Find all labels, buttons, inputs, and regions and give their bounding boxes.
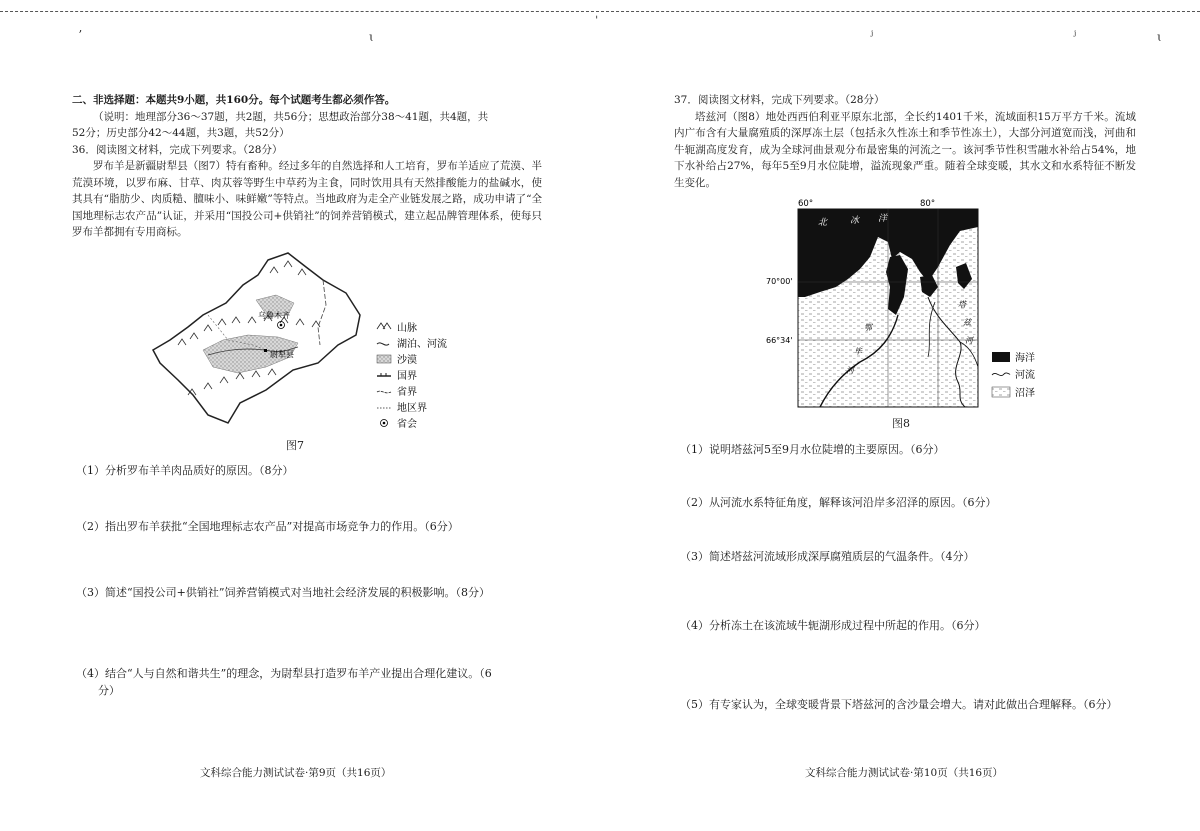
legend-label: 河流	[1015, 370, 1035, 381]
scan-mark: ʼ	[78, 28, 82, 42]
question-37-3: （3）简述塔兹河流域形成深厚腐殖质层的气温条件。（4分）	[680, 550, 975, 563]
scan-mark: ʲ	[870, 28, 874, 42]
legend-label: 山脉	[397, 323, 417, 334]
scan-mark: ˈ	[595, 14, 599, 28]
legend-national-border-icon	[377, 373, 391, 376]
legend-label: 沙漠	[397, 355, 417, 366]
scan-mark: ɩ	[1157, 30, 1162, 44]
question-37-title: 37．阅读图文材料，完成下列要求。（28分）	[674, 94, 885, 106]
legend-label: 地区界	[397, 403, 427, 414]
lon-label: 80°	[920, 199, 936, 209]
legend-label: 湖泊、河流	[397, 339, 447, 350]
river-label: 兹	[963, 318, 971, 327]
question-36-2: （2）指出罗布羊获批“全国地理标志农产品”对提高市场竞争力的作用。（6分）	[76, 520, 459, 533]
question-37-5: （5）有专家认为，全球变暖背景下塔兹河的含沙量会增大。请对此做出合理解释。（6分）	[680, 698, 1118, 711]
legend-label: 海洋	[1015, 353, 1035, 364]
river-label: 河	[846, 366, 854, 375]
river-label: 河	[965, 336, 973, 345]
question-36-4: （4）结合“人与自然和谐共生”的理念，为尉犁县打造罗布羊产业提出合理化建议。（6	[76, 667, 492, 680]
legend-river-icon	[377, 343, 389, 345]
figure-7-caption: 图7	[286, 439, 304, 452]
ocean-label: 冰	[850, 216, 860, 226]
taz-river-map	[760, 197, 985, 412]
question-37-2: （2）从河流水系特征角度，解释该河沿岸多沼泽的原因。（6分）	[680, 496, 997, 509]
legend-label: 沼泽	[1015, 388, 1035, 399]
lat-label: 66°34'	[766, 336, 793, 345]
lon-label: 60°	[798, 199, 814, 209]
legend-label: 省界	[397, 387, 417, 398]
question-36-material: 罗布羊是新疆尉犁县（图7）特有畜种。经过多年的自然选择和人工培育，罗布羊适应了荒漠、半荒漠环境，以罗布麻、甘草、肉苁蓉等野生中草药为主食，同时饮用具有天然排酸能力的盐碱水，使其具有“脂肪少、肉质糙、膻味小、味鲜嫩”等特点。当地政府为走全产业链发展之路，成功申请了“全国地理标志农产品”认证，并采用“国投公司+供销社”的饲养营销模式，建立起品牌管理体系，使每只罗布羊都拥有专用商标。	[72, 160, 542, 238]
figure-8-caption: 图8	[892, 417, 910, 430]
right-page	[674, 92, 1136, 191]
question-36-1: （1）分析罗布羊羊肉品质好的原因。（8分）	[76, 464, 294, 477]
map-legend	[375, 320, 455, 430]
river-label: 鄂	[864, 323, 872, 332]
question-37-material: 塔兹河（图8）地处西西伯利亚平原东北部，全长约1401千米，流域面积15万平方千米。流域内广布含有大量腐殖质的深厚冻土层（包括永久性冻土和季节性冻土），大部分河道宽而浅，河曲和牛轭湖高度发育，成为全球河曲景观分布最密集的河流之一。该河季节性积雪融水补给占54%，地下水补给占27%，每年5至9月水位陡增，溢流现象严重。随着全球变暖，其水文和水系特征不断发生变化。	[674, 110, 1136, 189]
river-label: 毕	[854, 347, 862, 356]
legend-desert-icon	[377, 355, 391, 363]
legend-ocean-icon	[992, 352, 1010, 362]
page-footer-left: 文科综合能力测试试卷·第9页（共16页）	[200, 767, 392, 779]
question-37-1: （1）说明塔兹河5至9月水位陡增的主要原因。（6分）	[680, 443, 945, 456]
legend-marsh-icon	[992, 387, 1010, 397]
river-label: 塔	[958, 300, 966, 309]
legend-mountain-icon	[377, 323, 391, 329]
scan-top-border	[0, 11, 1200, 12]
legend-label: 国界	[397, 371, 417, 382]
question-37-4: （4）分析冻土在该流域牛轭湖形成过程中所起的作用。（6分）	[680, 619, 986, 632]
ocean-label: 北	[818, 218, 828, 228]
scan-mark: ʲ	[1073, 28, 1077, 42]
map-legend-fig8	[990, 350, 1050, 405]
question-36-4-cont: 分）	[98, 684, 120, 697]
legend-label: 省会	[397, 419, 417, 430]
map-label-county: 尉犁县	[270, 350, 294, 359]
note-line: 52分；历史部分42～44题，共3题，共52分）	[72, 127, 290, 139]
ocean-label: 洋	[878, 214, 888, 224]
legend-province-border-icon	[377, 391, 391, 393]
page-footer-right: 文科综合能力测试试卷·第10页（共16页）	[805, 767, 1004, 779]
legend-capital-icon	[381, 420, 388, 427]
legend-river-icon	[992, 373, 1010, 376]
map-label-capital: 乌鲁木齐	[258, 311, 290, 320]
note-line: （说明：地理部分36～37题，共2题，共56分；思想政治部分38～41题，共4题，共	[93, 110, 489, 123]
left-page	[72, 92, 542, 241]
question-36-3: （3）简述“国投公司+供销社”饲养营销模式对当地社会经济发展的积极影响。（8分）	[76, 586, 490, 599]
question-36-title: 36．阅读图文材料，完成下列要求。（28分）	[72, 143, 283, 156]
scan-mark: ɩ	[369, 30, 374, 44]
lat-label: 70°00'	[766, 277, 793, 286]
section-title: 二、非选择题：本题共9小题，共160分。每个试题考生都必须作答。	[72, 94, 396, 106]
